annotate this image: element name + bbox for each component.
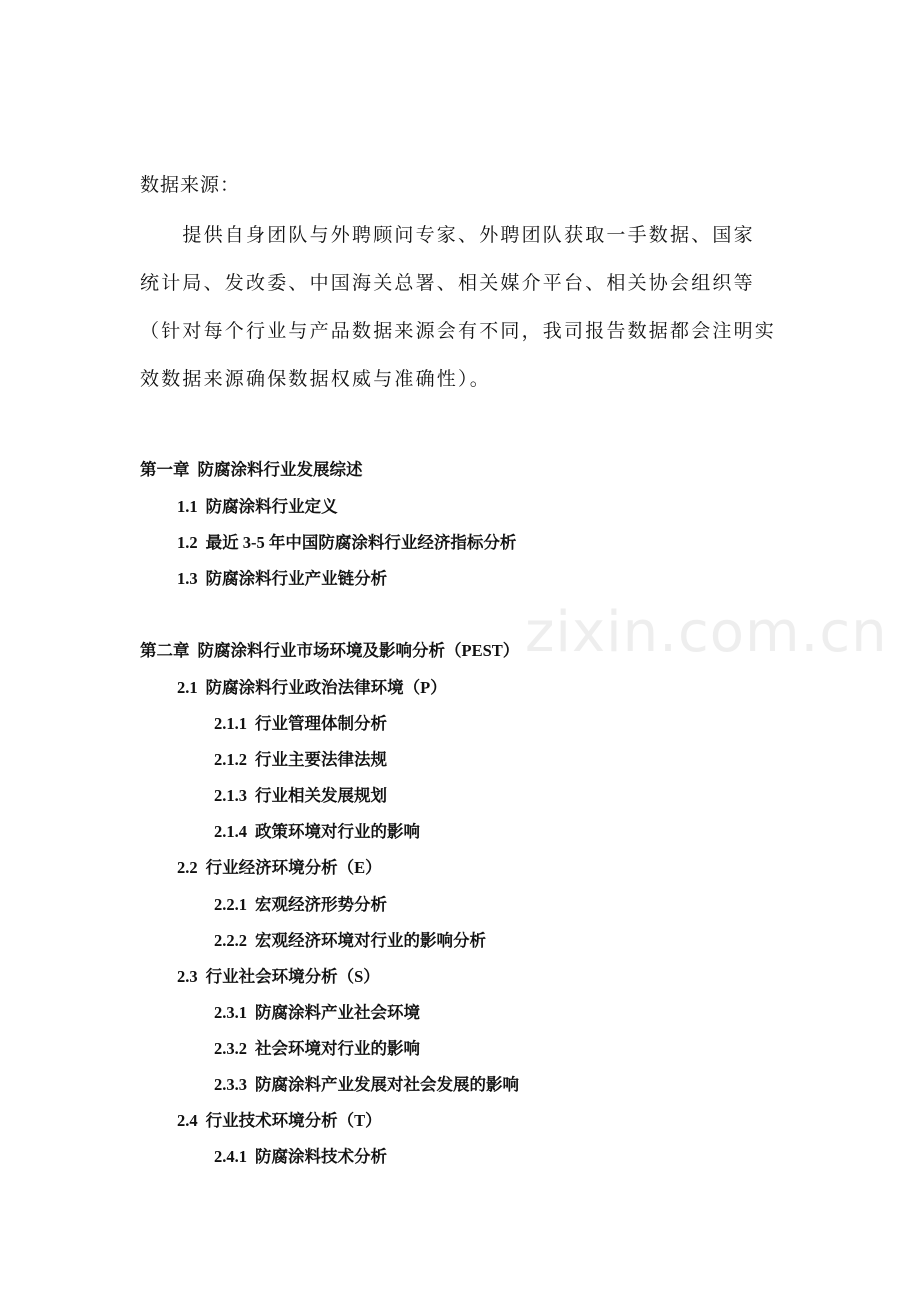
- toc-title: 宏观经济环境对行业的影响分析: [255, 931, 486, 950]
- toc-section: [177, 1107, 382, 1131]
- toc-title: 防腐涂料行业发展综述: [197, 460, 363, 479]
- toc-title: 防腐涂料技术分析: [255, 1147, 387, 1166]
- toc-section: [177, 493, 338, 517]
- toc-title: 政策环境对行业的影响: [255, 822, 420, 841]
- toc-subsection: [214, 927, 486, 951]
- toc-chapter: [140, 456, 363, 480]
- toc-number: 1.3: [177, 569, 198, 588]
- data-source-paragraph-line: 统计局、发改委、中国海关总署、相关媒介平台、相关协会组织等: [140, 272, 755, 294]
- toc-number: 1.2: [177, 533, 198, 552]
- toc-number: 2.4: [177, 1111, 198, 1130]
- toc-subsection: [214, 891, 387, 915]
- toc-number: 2.1: [177, 678, 198, 697]
- toc-number: 第一章: [140, 460, 190, 479]
- toc-title: 防腐涂料行业政治法律环境（P）: [205, 678, 447, 697]
- data-source-paragraph-line: 提供自身团队与外聘顾问专家、外聘团队获取一手数据、国家: [140, 224, 755, 246]
- toc-number: 2.1.2: [214, 750, 247, 769]
- toc-title: 防腐涂料产业发展对社会发展的影响: [255, 1075, 519, 1094]
- toc-title: 行业技术环境分析（T）: [205, 1111, 382, 1130]
- toc-section: [177, 565, 387, 589]
- toc-title: 宏观经济形势分析: [255, 895, 387, 914]
- toc-subsection: [214, 1071, 519, 1095]
- toc-subsection: [214, 999, 420, 1023]
- toc-number: 2.1.4: [214, 822, 247, 841]
- toc-number: 2.1.1: [214, 714, 247, 733]
- toc-title: 行业管理体制分析: [255, 714, 387, 733]
- data-source-paragraph-line: 效数据来源确保数据权威与准确性）。: [140, 368, 491, 390]
- toc-subsection: [214, 818, 420, 842]
- toc-subsection: [214, 746, 387, 770]
- watermark: zixin.com.cn: [525, 600, 888, 665]
- toc-number: 2.3.2: [214, 1039, 247, 1058]
- toc-number: 2.2: [177, 858, 198, 877]
- toc-number: 2.3.3: [214, 1075, 247, 1094]
- toc-section: [177, 674, 447, 698]
- toc-title: 行业社会环境分析（S）: [205, 967, 380, 986]
- toc-number: 2.3.1: [214, 1003, 247, 1022]
- toc-subsection: [214, 710, 387, 734]
- toc-number: 2.4.1: [214, 1147, 247, 1166]
- toc-title: 行业经济环境分析（E）: [205, 858, 382, 877]
- toc-title: 行业相关发展规划: [255, 786, 387, 805]
- toc-section: [177, 529, 516, 553]
- toc-number: 2.2.2: [214, 931, 247, 950]
- toc-section: [177, 854, 382, 878]
- toc-number: 第二章: [140, 641, 190, 660]
- toc-chapter: [140, 637, 519, 661]
- toc-number: 2.1.3: [214, 786, 247, 805]
- toc-number: 1.1: [177, 497, 198, 516]
- toc-section: [177, 963, 380, 987]
- toc-title: 防腐涂料行业定义: [205, 497, 338, 516]
- toc-title: 防腐涂料产业社会环境: [255, 1003, 420, 1022]
- toc-number: 2.2.1: [214, 895, 247, 914]
- toc-subsection: [214, 1035, 420, 1059]
- toc-title: 防腐涂料行业市场环境及影响分析（PEST）: [197, 641, 520, 660]
- toc-title: 最近 3-5 年中国防腐涂料行业经济指标分析: [205, 533, 517, 552]
- toc-number: 2.3: [177, 967, 198, 986]
- data-source-label: 数据来源：: [140, 174, 241, 196]
- toc-subsection: [214, 782, 387, 806]
- toc-title: 防腐涂料行业产业链分析: [205, 569, 388, 588]
- data-source-paragraph-line: （针对每个行业与产品数据来源会有不同，我司报告数据都会注明实: [140, 320, 777, 342]
- toc-title: 行业主要法律法规: [255, 750, 387, 769]
- toc-subsection: [214, 1143, 387, 1167]
- toc-title: 社会环境对行业的影响: [255, 1039, 420, 1058]
